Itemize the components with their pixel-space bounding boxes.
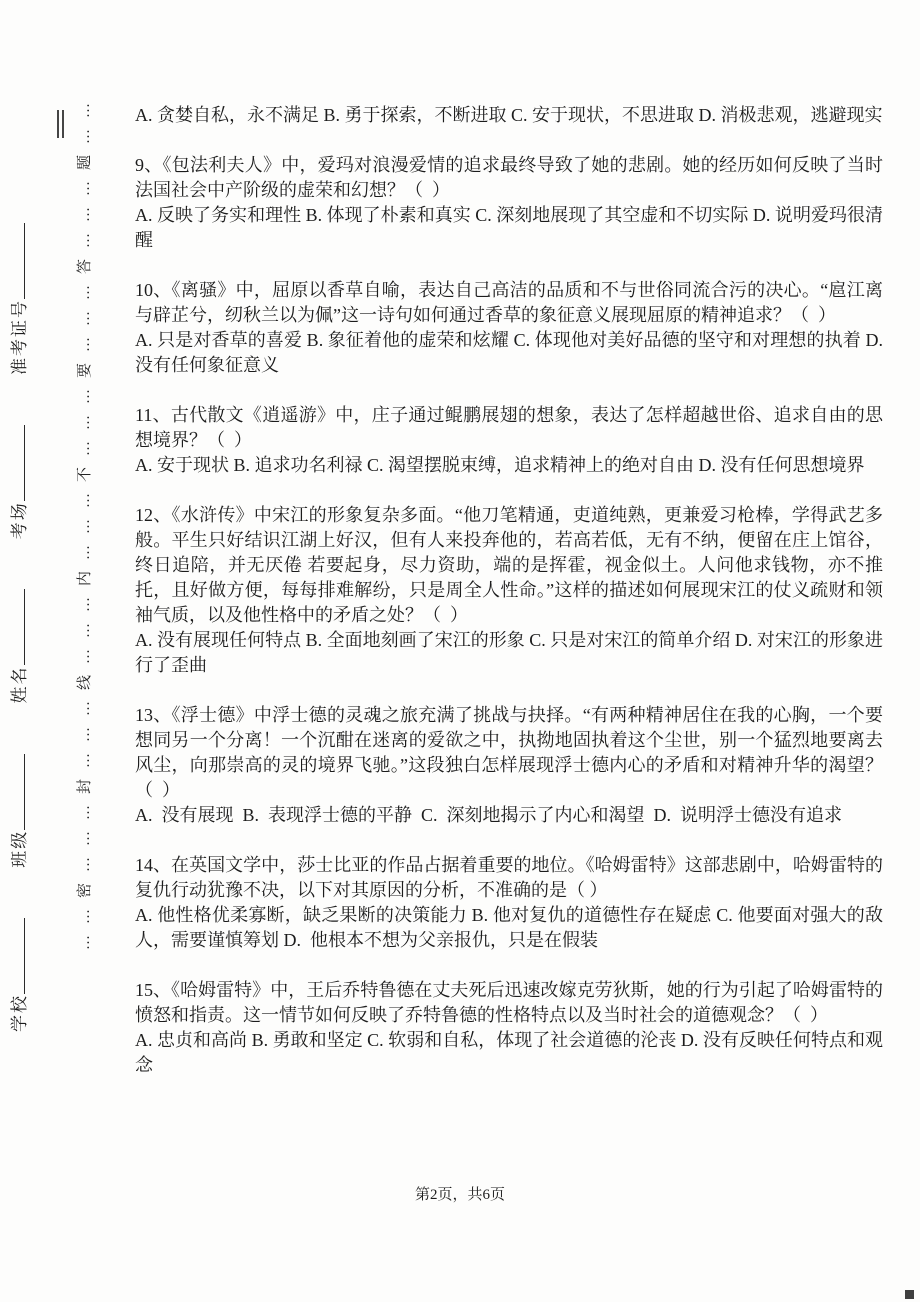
question-options: A. 他性格优柔寡断，缺乏果断的决策能力 B. 他对复仇的道德性存在疑虑 C. 他要面对强大的敌人，需要谨慎筹划 D. 他根本不想为父亲报仇，只是在假装	[135, 905, 883, 950]
info-field-label: 准考证号	[10, 299, 29, 375]
question-stem: 9、《包法利夫人》中，爱玛对浪漫爱情的追求最终导致了她的悲剧。她的经历如何反映了当时法国社会中产阶级的虚荣和幻想？（ ）	[135, 155, 883, 200]
info-field-label: 班级	[10, 829, 29, 868]
info-field-blank	[22, 223, 25, 299]
info-field-blank	[22, 425, 25, 501]
question-stem: 13、《浮士德》中浮士德的灵魂之旅充满了挑战与抉择。“有两种精神居住在我的心胸，一个要想同另一个分离！一个沉酣在迷离的爱欲之中，执拗地固执着这个尘世，别一个猛烈地要离去风尘，向那崇高的灵的境界飞驰。”这段独白怎样展现浮士德内心的矛盾和对精神升华的渴望？（ ）	[135, 705, 883, 800]
student-info-fields	[10, 187, 30, 1032]
question-block	[135, 503, 883, 678]
question-block	[135, 403, 883, 478]
question-options: A. 反映了务实和理性 B. 体现了朴素和真实 C. 深刻地展现了其空虚和不切实际 D. 说明爱玛很清醒	[135, 205, 883, 250]
info-field	[10, 754, 29, 868]
info-field-blank	[22, 918, 25, 994]
question-options: A. 安于现状 B. 追求功名利禄 C. 渴望摆脱束缚，追求精神上的绝对自由 D. 没有任何思想境界	[135, 455, 865, 475]
info-field	[10, 918, 29, 1032]
question-block	[135, 853, 883, 953]
info-field-label: 姓名	[10, 665, 29, 704]
questions-list	[135, 153, 888, 1078]
info-field-label: 学校	[10, 994, 29, 1032]
question-stem: 15、《哈姆雷特》中，王后乔特鲁德在丈夫死后迅速改嫁克劳狄斯，她的行为引起了哈姆雷特的愤怒和指责。这一情节如何反映了乔特鲁德的性格特点以及当时社会的道德观念？（ ）	[135, 980, 883, 1025]
page-corner-mark	[905, 1290, 914, 1299]
question-options: A. 没有展现 B. 表现浮士德的平静 C. 深刻地揭示了内心和渴望 D. 说明浮士德没有追求	[135, 805, 843, 825]
question-options: A. 忠贞和高尚 B. 勇敢和坚定 C. 软弱和自私，体现了社会道德的沦丧 D. 没有反映任何特点和观念	[135, 1030, 883, 1075]
binding-mark	[57, 110, 65, 138]
question-stem: 14、在英国文学中，莎士比亚的作品占据着重要的地位。《哈姆雷特》这部悲剧中，哈姆雷特的复仇行动犹豫不决，以下对其原因的分析，不准确的是（ ）	[135, 855, 883, 900]
info-field	[10, 223, 29, 375]
question-stem: 10、《离骚》中，屈原以香草自喻，表达自己高洁的品质和不与世俗同流合污的决心。“扈江离与辟芷兮，纫秋兰以为佩”这一诗句如何通过香草的象征意义展现屈原的精神追求？（ ）	[135, 280, 883, 325]
question-stem: 12、《水浒传》中宋江的形象复杂多面。“他刀笔精通，吏道纯熟，更兼爱习枪棒，学得武艺多般。平生只好结识江湖上好汉，但有人来投奔他的，若高若低，无有不纳，便留在庄上馆谷，终日追陪，并无厌倦 若要起身，尽力资助，端的是挥霍，视金似土。人问他求钱物，亦不推托，且好做方便，每每排难解纷，只是周全人性命。”这样的描述如何展现宋江的仗义疏财和领袖气质，以及他性格中的矛盾之处？（ ）	[135, 505, 883, 625]
info-field	[10, 590, 29, 704]
question-block	[135, 978, 883, 1078]
info-field-blank	[22, 590, 25, 666]
seal-line-text: ……密………封………线………内………不………要………答………题……	[77, 91, 93, 950]
question-block	[135, 278, 888, 378]
exam-content	[135, 103, 888, 1078]
question-block	[135, 703, 883, 828]
question-options: A. 没有展现任何特点 B. 全面地刻画了宋江的形象 C. 只是对宋江的简单介绍 D. 对宋江的形象进行了歪曲	[135, 630, 883, 675]
info-field	[10, 425, 29, 539]
info-field-label: 考场	[10, 501, 29, 540]
question-block	[135, 153, 883, 253]
question-8-options-continued: A. 贪婪自私，永不满足 B. 勇于探索，不断进取 C. 安于现状，不思进取 D. 消极悲观，逃避现实	[135, 105, 883, 125]
question-options: A. 只是对香草的喜爱 B. 象征着他的虚荣和炫耀 C. 体现他对美好品德的坚守和对理想的执着 D. 没有任何象征意义	[135, 330, 888, 375]
page-number: 第2页，共6页	[414, 1187, 505, 1203]
question-stem: 11、古代散文《逍遥游》中，庄子通过鲲鹏展翅的想象，表达了怎样超越世俗、追求自由的思想境界？（ ）	[135, 405, 883, 450]
info-field-blank	[22, 754, 25, 830]
